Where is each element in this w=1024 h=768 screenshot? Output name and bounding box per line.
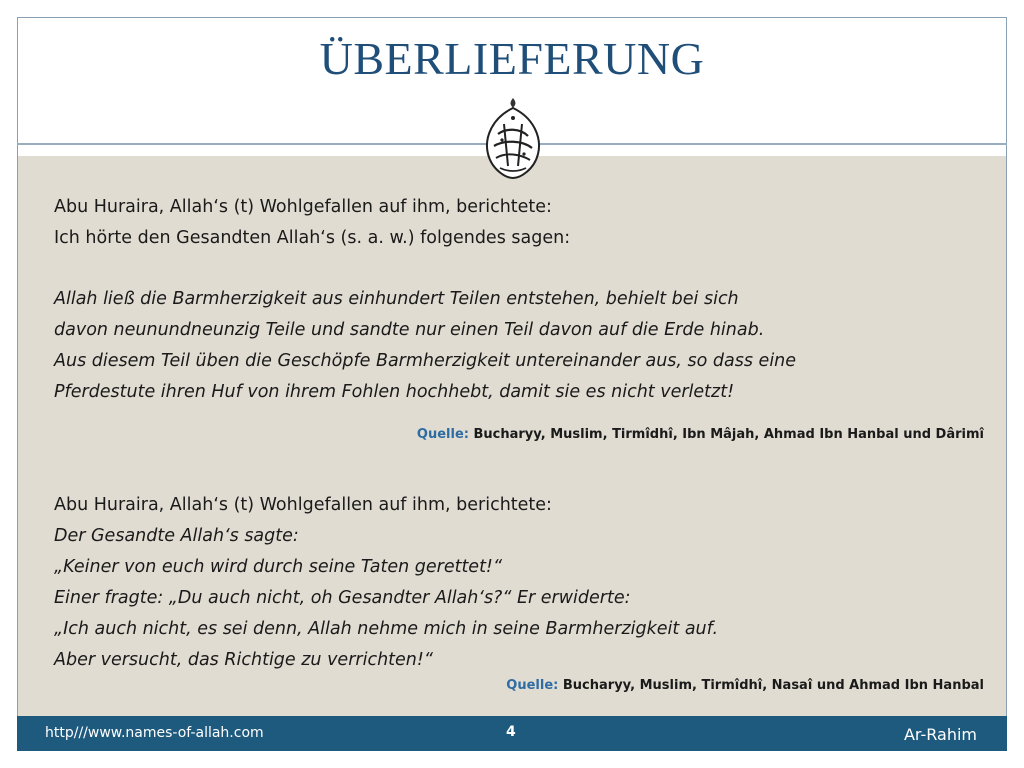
hadith1-quote-line: davon neunundneunzig Teile und sandte nur einen Teil davon auf die Erde hinab.: [54, 320, 765, 340]
hadith2-quote-line: „Ich auch nicht, es sei denn, Allah nehme mich in seine Barmherzigkeit auf.: [54, 619, 719, 639]
calligraphy-emblem-icon: [478, 94, 548, 180]
hadith2-quote-line: Einer fragte: „Du auch nicht, oh Gesandter Allah‘s?“ Er erwiderte:: [54, 588, 631, 608]
hadith1-intro-line: Ich hörte den Gesandten Allah‘s (s. a. w.) folgendes sagen:: [54, 228, 571, 248]
hadith2-source: [506, 678, 984, 693]
hadith1-intro-line: Abu Huraira, Allah‘s (t) Wohlgefallen auf ihm, berichtete:: [54, 197, 552, 217]
slide-title: ÜBERLIEFERUNG: [319, 33, 705, 84]
hadith1-quote-line: Allah ließ die Barmherzigkeit aus einhundert Teilen entstehen, behielt bei sich: [54, 289, 739, 309]
hadith2-quote-line: Aber versucht, das Richtige zu verrichten!“: [54, 650, 433, 670]
hadith1-quote: [54, 284, 796, 408]
hadith1-quote-line: Aus diesem Teil üben die Geschöpfe Barmherzigkeit untereinander aus, so dass eine: [54, 351, 797, 371]
source-label: Quelle:: [506, 678, 559, 693]
hadith1-quote-line: Pferdestute ihren Huf von ihrem Fohlen hochhebt, damit sie es nicht verletzt!: [54, 382, 735, 402]
source-label: Quelle:: [416, 427, 469, 442]
hadith1-source: [417, 427, 984, 442]
hadith2-intro-line: Abu Huraira, Allah‘s (t) Wohlgefallen auf ihm, berichtete:: [54, 495, 552, 515]
hadith2-quote-line: „Keiner von euch wird durch seine Taten gerettet!“: [54, 557, 503, 577]
footer-bar: [17, 716, 1007, 751]
source-text: Bucharyy, Muslim, Tirmîdhî, Ibn Mâjah, Ahmad Ibn Hanbal und Dârimî: [473, 427, 984, 442]
hadith2-intro: [54, 490, 552, 521]
source-text: Bucharyy, Muslim, Tirmîdhî, Nasaî und Ahmad Ibn Hanbal: [562, 678, 984, 693]
hadith1-intro: [54, 192, 570, 254]
hadith2-quote: [54, 521, 718, 676]
footer-url-link[interactable]: http///www.names-of-allah.com: [45, 725, 264, 741]
hadith2-quote-line: Der Gesandte Allah‘s sagte:: [54, 526, 299, 546]
page-number: 4: [506, 724, 516, 740]
footer-brand: Ar-Rahim: [903, 725, 977, 744]
